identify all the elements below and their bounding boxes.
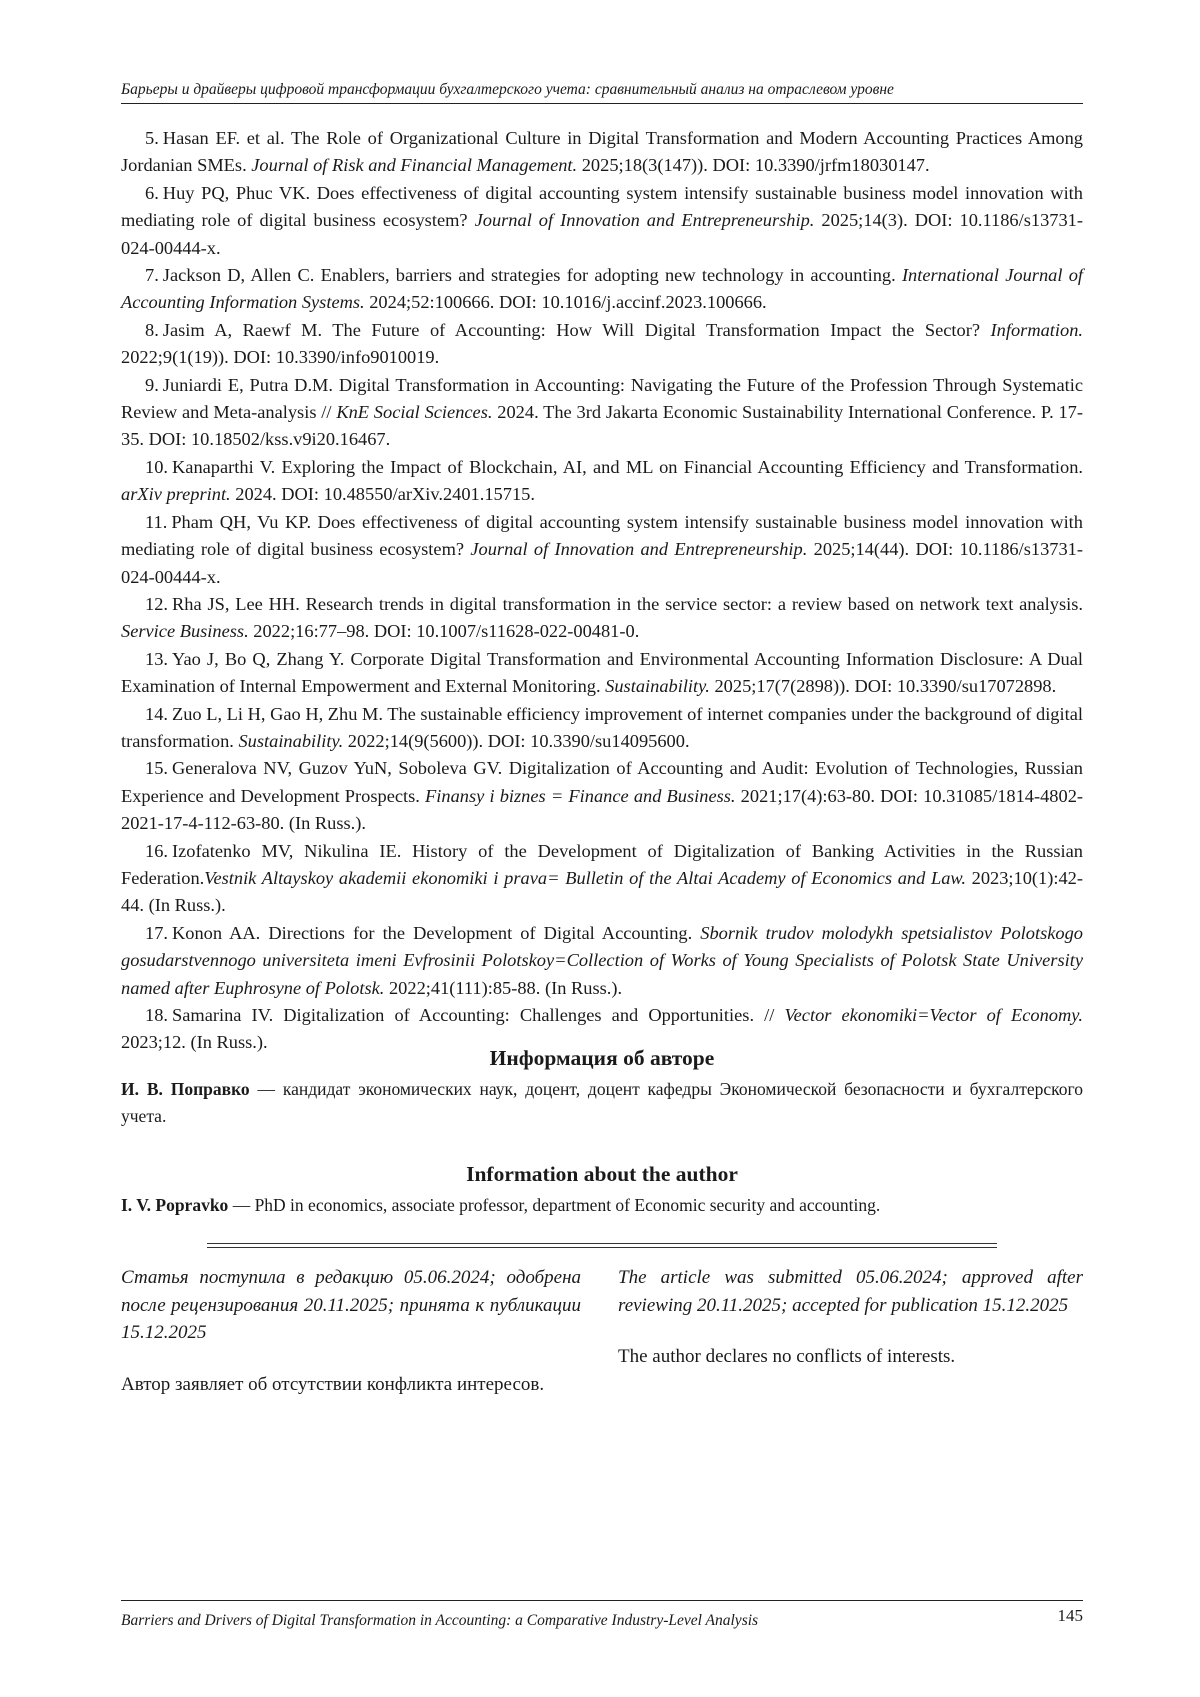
author-info-heading-ru: Информация об авторе xyxy=(489,1046,715,1070)
reference-number: 12. xyxy=(145,593,168,614)
running-header: Барьеры и драйверы цифровой трансформации бухгалтерского учета: сравнительный анализ на отраслевом уровне xyxy=(121,81,894,98)
reference-details: 2021;17(4):63-80. DOI: 10.31085/1814-4802-2021-17-4-112-63-80. (In Russ.). xyxy=(121,785,1084,834)
reference-text: Yao J, Bo Q, Zhang Y. Corporate Digital Transformation and Environmental Accounting Information Disclosure: A Dual Examination of Internal Empowerment and External Monitoring. xyxy=(121,648,1083,697)
reference-item xyxy=(121,372,1083,454)
reference-text: Jackson D, Allen C. Enablers, barriers and strategies for adopting new technology in accounting. xyxy=(162,265,902,286)
reference-source: International Journal of Accounting Information Systems. xyxy=(121,265,1084,313)
reference-text: Pham QH, Vu KP. Does effectiveness of digital accounting system intensify sustainable business model innovation with mediating role of digital business ecosystem? xyxy=(121,511,1083,560)
reference-item xyxy=(121,755,1083,837)
reference-text: Rha JS, Lee HH. Research trends in digital transformation in the service sector: a review based on network text analysis. xyxy=(172,593,1083,614)
reference-text: Jasim A, Raewf M. The Future of Accounting: How Will Digital Transformation Impact the Sector? xyxy=(162,319,991,340)
conflict-statement-ru: Автор заявляет об отсутствии конфликта интересов. xyxy=(121,1373,545,1395)
reference-text: Samarina IV. Digitalization of Accounting: Challenges and Opportunities. // xyxy=(172,1005,785,1025)
author-info-en xyxy=(121,1192,1083,1219)
footer-rule xyxy=(121,1600,1083,1601)
reference-text: Huy PQ, Phuc VK. Does effectiveness of digital accounting system intensify sustainable business model innovation with mediating role of digital business ecosystem? xyxy=(121,182,1083,231)
reference-details: 2024;52:100666. DOI: 10.1016/j.accinf.2023.100666. xyxy=(364,292,767,313)
reference-number: 6. xyxy=(145,182,159,203)
reference-text: Konon AA. Directions for the Development of Digital Accounting. xyxy=(172,922,701,943)
reference-number: 17. xyxy=(145,922,168,943)
reference-source: Vector ekonomiki=Vector of Economy. xyxy=(784,1005,1083,1025)
reference-text: Zuo L, Li H, Gao H, Zhu M. The sustainable efficiency improvement of internet companies under the background of digital transformation. xyxy=(121,703,1083,751)
reference-text: Generalova NV, Guzov YuN, Soboleva GV. Digitalization of Accounting and Audit: Evolution of Technologies, Russian Experience and Development Prospects. xyxy=(121,758,1083,806)
article-dates-ru: Статья поступила в редакцию 05.06.2024; одобрена после рецензирования 20.11.2025; принята к публикации 15.12.2025 xyxy=(121,1267,581,1343)
author-info-heading-en: Information about the author xyxy=(466,1162,738,1186)
reference-number: 11. xyxy=(145,511,168,532)
reference-source: Journal of Innovation and Entrepreneurship. xyxy=(470,539,808,560)
reference-item xyxy=(121,591,1083,646)
reference-number: 16. xyxy=(145,840,168,861)
reference-item xyxy=(121,701,1083,756)
reference-details: 2024. The 3rd Jakarta Economic Sustainability International Conference. P. 17-35. DOI: 10.18502/kss.v9i20.16467. xyxy=(121,402,1083,450)
header-rule xyxy=(121,103,1083,104)
author-description-ru: — кандидат экономических наук, доцент, доцент кафедры Экономической безопасности и бухгалтерского учета. xyxy=(121,1079,1083,1126)
reference-item xyxy=(121,262,1083,317)
reference-text: Juniardi E, Putra D.M. Digital Transformation in Accounting: Navigating the Future of the Profession Through Systematic Review and Meta-analysis // xyxy=(121,374,1083,423)
reference-source: Service Business. xyxy=(121,621,249,642)
reference-source: KnE Social Sciences. xyxy=(336,402,493,423)
reference-details: 2025;17(7(2898)). DOI: 10.3390/su17072898. xyxy=(709,676,1057,697)
reference-details: 2025;14(3). DOI: 10.1186/s13731-024-00444-x. xyxy=(121,210,1083,258)
reference-source: Information. xyxy=(990,319,1083,340)
reference-number: 9. xyxy=(145,374,159,395)
reference-details: 2023;10(1):42-44. (In Russ.). xyxy=(121,867,1084,916)
reference-number: 5. xyxy=(145,128,159,148)
reference-number: 10. xyxy=(145,456,168,477)
article-info-en xyxy=(618,1264,1083,1371)
reference-source: Sbornik trudov molodykh spetsialistov Polotskogo gosudarstvennogo universiteta imeni Evfrosinii Polotskoy=Collection of Works of Young Specialists of Polotsk State University named after Euphrosyne of Polotsk. xyxy=(121,922,1083,998)
reference-item xyxy=(121,125,1083,180)
author-info-ru xyxy=(121,1076,1083,1130)
reference-number: 8. xyxy=(145,319,159,340)
conflict-statement-en: The author declares no conflicts of interests. xyxy=(618,1346,956,1367)
reference-details: 2025;18(3(147)). DOI: 10.3390/jrfm18030147. xyxy=(577,155,930,176)
reference-item xyxy=(121,920,1083,1002)
reference-number: 7. xyxy=(145,265,159,286)
running-footer: Barriers and Drivers of Digital Transformation in Accounting: a Comparative Industry-Level Analysis xyxy=(121,1612,759,1629)
reference-details: 2022;41(111):85-88. (In Russ.). xyxy=(384,977,623,998)
reference-item xyxy=(121,509,1083,591)
reference-source: Vestnik Altayskoy akademii ekonomiki i prava= Bulletin of the Altai Academy of Economics and Law. xyxy=(204,867,966,888)
reference-details: 2022;9(1(19)). DOI: 10.3390/info9010019. xyxy=(121,347,440,368)
reference-item xyxy=(121,180,1083,262)
article-info-ru xyxy=(121,1264,581,1398)
reference-item xyxy=(121,454,1083,509)
reference-number: 15. xyxy=(145,758,168,779)
author-name-ru: И. В. Поправко xyxy=(121,1079,250,1099)
reference-details: 2023;12. (In Russ.). xyxy=(121,1032,268,1053)
reference-details: 2024. DOI: 10.48550/arXiv.2401.15715. xyxy=(230,484,535,505)
reference-source: Journal of Innovation and Entrepreneurship. xyxy=(474,210,815,231)
reference-list xyxy=(121,125,1083,1057)
double-divider xyxy=(207,1243,997,1248)
reference-source: Sustainability. xyxy=(605,676,710,697)
reference-number: 18. xyxy=(145,1005,168,1025)
reference-item xyxy=(121,646,1083,701)
reference-item xyxy=(121,317,1083,372)
reference-source: Sustainability. xyxy=(238,730,344,751)
reference-source: arXiv preprint. xyxy=(121,484,231,505)
page-number: 145 xyxy=(1057,1606,1083,1625)
reference-number: 14. xyxy=(145,703,168,724)
reference-details: 2022;14(9(5600)). DOI: 10.3390/su14095600. xyxy=(343,730,690,751)
reference-source: Finansy i biznes = Finance and Business. xyxy=(425,785,736,806)
reference-text: Izofatenko MV, Nikulina IE. History of the Development of Digitalization of Banking Activities in the Russian Federation. xyxy=(121,840,1083,888)
author-description-en: — PhD in economics, associate professor, department of Economic security and accounting. xyxy=(228,1195,881,1215)
article-dates-en: The article was submitted 05.06.2024; approved after reviewing 20.11.2025; accepted for publication 15.12.2025 xyxy=(618,1267,1083,1316)
reference-text: Kanaparthi V. Exploring the Impact of Blockchain, AI, and ML on Financial Accounting Efficiency and Transformation. xyxy=(172,456,1083,477)
reference-text: Hasan EF. et al. The Role of Organizational Culture in Digital Transformation and Modern Accounting Practices Among Jordanian SMEs. xyxy=(121,128,1083,176)
reference-details: 2025;14(44). DOI: 10.1186/s13731-024-00444-x. xyxy=(121,539,1083,587)
reference-details: 2022;16:77–98. DOI: 10.1007/s11628-022-00481-0. xyxy=(248,621,640,642)
author-name-en: I. V. Popravko xyxy=(121,1195,229,1215)
reference-number: 13. xyxy=(145,648,168,669)
reference-source: Journal of Risk and Financial Management. xyxy=(251,155,578,176)
reference-item xyxy=(121,838,1083,920)
